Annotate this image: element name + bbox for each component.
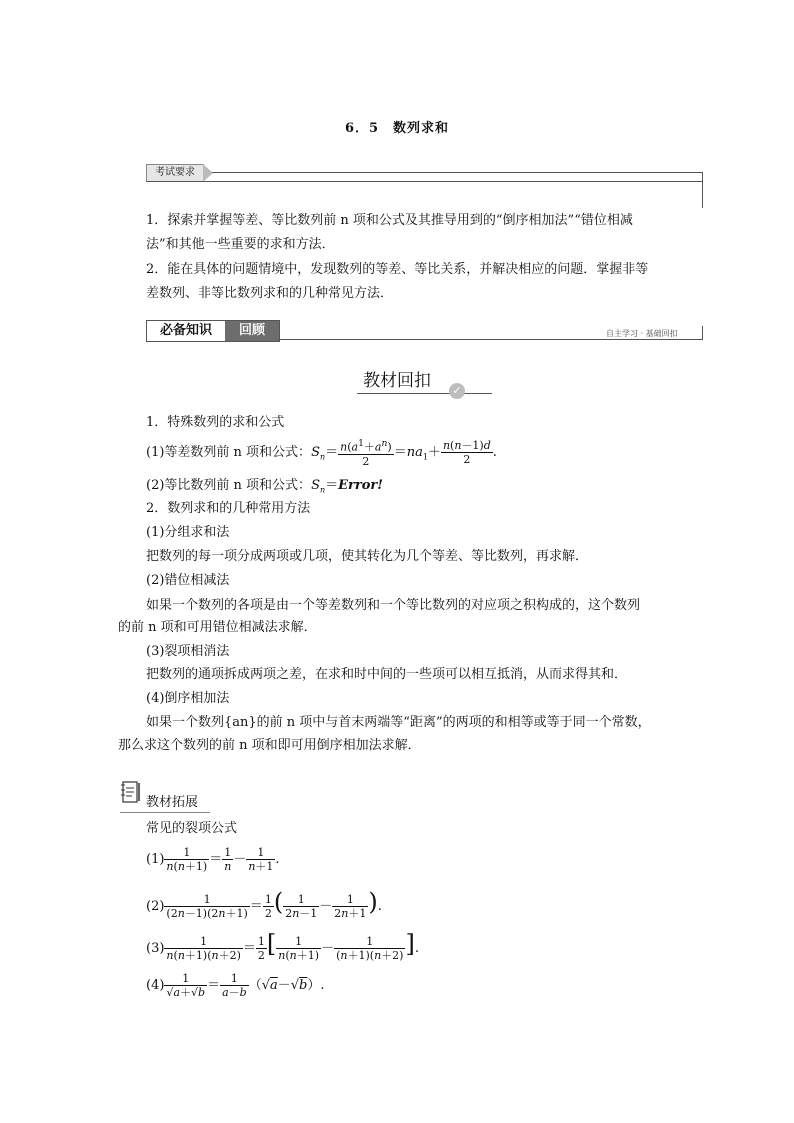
requirement-1-line-1: 1．探索并掌握等差、等比数列前 n 项和公式及其推导用到的“倒序相加法”“错位相减 xyxy=(146,213,633,228)
formula-geometric: (2)等比数列前 n 项和公式：$S_n=Error$! xyxy=(146,478,383,495)
split-formula-3-number: (3) xyxy=(146,941,165,956)
requirements-tail-rule xyxy=(212,172,703,173)
method-4-desc-2: 那么求这个数列的前 n 项和即可用倒序相加法求解． xyxy=(118,738,421,753)
split-formula-4-number: (4) xyxy=(146,978,165,993)
check-icon: ✓ xyxy=(449,383,465,399)
subtitle: 教材回扣 xyxy=(363,371,431,391)
method-4-desc-1: 如果一个数列{an}的前 n 项中与首末两端等“距离”的两项的和相等或等于同一个常数， xyxy=(146,715,651,730)
method-2-desc-2: 的前 n 项和可用错位相减法求解． xyxy=(118,620,317,635)
split-formula-3: (3) $\frac{1}{n(n+1)(n+2)}$ ＝ $\frac{1}{2}$ [ $\frac{1}{n(n+1)}$ － $\frac{1}{(n+1)(n+2)}$ ]. xyxy=(146,930,419,962)
method-4-title: (4)倒序相加法 xyxy=(146,691,230,706)
split-formula-2-number: (2) xyxy=(146,899,165,914)
section-header-left: 必备知识 xyxy=(147,321,225,341)
split-formula-1: (1) $\frac{1}{n(n+1)}$ ＝ $\frac{1}{n}$ － $\frac{1}{n+1}$ . xyxy=(146,846,280,873)
split-formula-1-number: (1) xyxy=(146,852,165,867)
split-formula-2: (2) $\frac{1}{(2n-1)(2n+1)}$ ＝ $\frac{1}{2}$ ( $\frac{1}{2n-1}$ － $\frac{1}{2n+1}$ ). xyxy=(146,888,382,920)
section-header-box xyxy=(146,320,280,342)
requirement-2-line-1: 2．能在具体的问题情境中，发现数列的等差、等比关系，并解决相应的问题．掌握非等 xyxy=(146,262,649,277)
expansion-subtitle: 常见的裂项公式 xyxy=(146,821,238,836)
expansion-underline xyxy=(120,812,210,813)
page-title: 6．5 数列求和 xyxy=(344,121,450,136)
split-formula-4: (4) $\frac{1}{√a+√b}$ ＝ $\frac{1}{a-b}$ （√a－√b）. xyxy=(146,972,325,999)
formula-geometric-prefix: (2)等比数列前 n 项和公式： xyxy=(146,478,312,493)
requirement-2-line-2: 差数列、非等比数列求和的几种常见方法． xyxy=(146,286,394,301)
requirements-right-rule xyxy=(702,172,703,208)
section-header-right: 回顾 xyxy=(225,321,279,341)
method-1-desc: 把数列的每一项分成两项或几项，使其转化为几个等差、等比数列，再求解． xyxy=(146,549,589,564)
method-2-title: (2)错位相减法 xyxy=(146,573,230,588)
method-2-desc-1: 如果一个数列的各项是由一个等差数列和一个等比数列的对应项之积构成的，这个数列 xyxy=(146,598,641,613)
method-1-title: (1)分组求和法 xyxy=(146,525,230,540)
knowledge-heading-1: 1．特殊数列的求和公式 xyxy=(146,415,285,430)
section-header-note: 自主学习 · 基础回扣 xyxy=(606,329,678,338)
knowledge-heading-2: 2．数列求和的几种常用方法 xyxy=(146,501,311,516)
method-3-title: (3)裂项相消法 xyxy=(146,644,230,659)
formula-geometric-value: Error! xyxy=(338,478,383,493)
expansion-title: 教材拓展 xyxy=(146,795,199,810)
method-3-desc: 把数列的通项拆成两项之差，在求和时中间的一些项可以相互抵消，从而求得其和． xyxy=(146,667,628,682)
notebook-icon xyxy=(120,779,142,805)
subtitle-underline xyxy=(357,393,492,394)
requirement-1-line-2: 法”和其他一些重要的求和方法． xyxy=(146,237,335,252)
exam-requirements-tag: 考试要求 xyxy=(146,164,204,182)
section-header-rule-end xyxy=(702,326,703,340)
requirements-top-rule xyxy=(146,181,703,182)
formula-arithmetic-prefix: (1)等差数列前 n 项和公式： xyxy=(146,445,312,460)
formula-arithmetic: (1)等差数列前 n 项和公式：$S_n=$ $\frac{n(a^1+a^n)}{2}$ $=na_1+$ $\frac{n(n-1)d}{2}$ . xyxy=(146,438,497,468)
tag-arrow-decoration xyxy=(203,164,213,182)
